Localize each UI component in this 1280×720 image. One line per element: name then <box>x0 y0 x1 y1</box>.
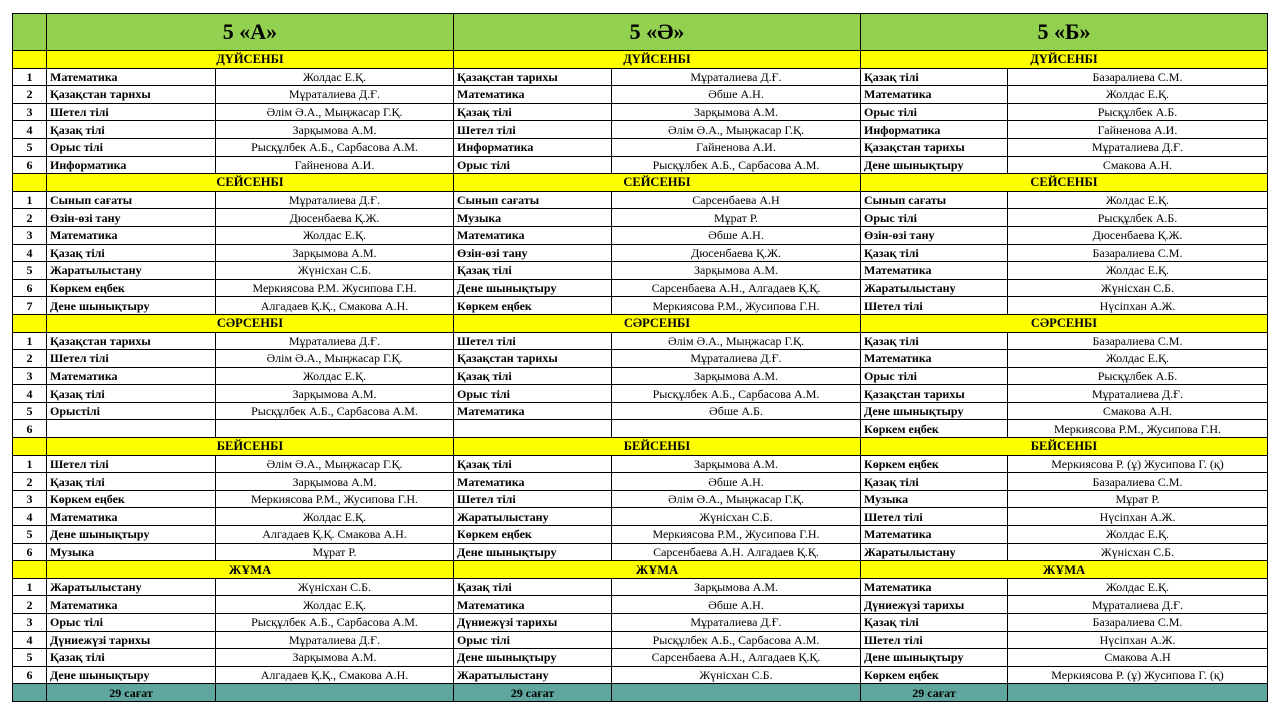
lesson-row <box>13 596 1268 614</box>
day-name: СЕЙСЕНБІ <box>47 174 454 192</box>
total-hours: 29 сағат <box>47 684 216 702</box>
subject-cell: Шетел тілі <box>47 103 216 121</box>
subject-cell: Дене шынықтыру <box>861 402 1008 420</box>
subject-cell: Шетел тілі <box>47 350 216 368</box>
subject-cell: Өзін-өзі тану <box>454 244 612 262</box>
subject-cell: Жаратылыстану <box>47 262 216 280</box>
lesson-number: 2 <box>13 350 47 368</box>
day-name: ДҮЙСЕНБІ <box>454 51 861 69</box>
teacher-cell: Әлім Ә.А., Мыңжасар Г.Қ. <box>216 455 454 473</box>
teacher-cell: Зарқымова А.М. <box>612 455 861 473</box>
subject-cell: Қазақ тілі <box>47 244 216 262</box>
teacher-cell: Мұрат Р. <box>1008 490 1268 508</box>
teacher-cell: Меркиясова Р. (ұ) Жусипова Г. (қ) <box>1008 455 1268 473</box>
lesson-number: 6 <box>13 279 47 297</box>
teacher-cell: Рысқұлбек А.Б., Сарбасова А.М. <box>216 614 454 632</box>
teacher-cell: Әлім Ә.А., Мыңжасар Г.Қ. <box>216 350 454 368</box>
teacher-cell: Әлім Ә.А., Мыңжасар Г.Қ. <box>612 121 861 139</box>
teacher-cell: Базаралиева С.М. <box>1008 614 1268 632</box>
subject-cell: Қазақ тілі <box>454 367 612 385</box>
subject-cell: Орыстілі <box>47 402 216 420</box>
class-header-row <box>13 14 1268 51</box>
day-name: СӘРСЕНБІ <box>454 314 861 332</box>
subject-cell: Көркем еңбек <box>861 666 1008 684</box>
subject-cell: Сынып сағаты <box>454 191 612 209</box>
teacher-cell: Жүнісхан С.Б. <box>612 666 861 684</box>
teacher-cell: Гайненова А.И. <box>612 138 861 156</box>
teacher-cell: Әбше А.Н. <box>612 596 861 614</box>
teacher-cell: Меркиясова Р.М., Жусипова Г.Н. <box>216 490 454 508</box>
lesson-row <box>13 86 1268 104</box>
teacher-cell: Базаралиева С.М. <box>1008 68 1268 86</box>
teacher-cell: Сарсенбаева А.Н <box>612 191 861 209</box>
subject-cell: Көркем еңбек <box>47 490 216 508</box>
lesson-row <box>13 420 1268 438</box>
subject-cell: Шетел тілі <box>454 490 612 508</box>
teacher-cell: Алгадаев Қ.Қ. Смакова А.Н. <box>216 526 454 544</box>
teacher-cell: Меркиясова Р.М., Жусипова Г.Н. <box>1008 420 1268 438</box>
subject-cell: Қазақстан тарихы <box>47 332 216 350</box>
lesson-number: 1 <box>13 191 47 209</box>
lesson-number: 4 <box>13 121 47 139</box>
teacher-cell: Сарсенбаева А.Н. Алгадаев Қ.Қ. <box>612 543 861 561</box>
teacher-cell: Зарқымова А.М. <box>612 103 861 121</box>
lesson-row <box>13 121 1268 139</box>
lesson-number: 3 <box>13 614 47 632</box>
teacher-cell: Рысқұлбек А.Б. <box>1008 367 1268 385</box>
lesson-row <box>13 297 1268 315</box>
lesson-row <box>13 332 1268 350</box>
subject-cell: Дүниежүзі тарихы <box>454 614 612 632</box>
teacher-cell: Әбше А.Б. <box>612 402 861 420</box>
teacher-cell: Жүнісхан С.Б. <box>216 262 454 280</box>
teacher-cell: Жолдас Е.Қ. <box>1008 526 1268 544</box>
subject-cell: Қазақ тілі <box>861 68 1008 86</box>
subject-cell: Музыка <box>47 543 216 561</box>
teacher-cell: Гайненова А.И. <box>216 156 454 174</box>
subject-cell: Дене шынықтыру <box>47 526 216 544</box>
subject-cell: Дене шынықтыру <box>47 666 216 684</box>
subject-cell: Математика <box>454 596 612 614</box>
schedule-table <box>12 13 1268 702</box>
lesson-number: 1 <box>13 332 47 350</box>
lesson-number: 3 <box>13 226 47 244</box>
total-corner-cell <box>13 684 47 702</box>
class-title: 5 «Б» <box>861 14 1268 51</box>
teacher-cell <box>216 420 454 438</box>
lesson-row <box>13 402 1268 420</box>
class-title: 5 «Ә» <box>454 14 861 51</box>
teacher-cell: Жүнісхан С.Б. <box>1008 279 1268 297</box>
subject-cell: Қазақ тілі <box>454 262 612 280</box>
teacher-cell: Мұрат Р. <box>612 209 861 227</box>
teacher-cell: Рысқұлбек А.Б. <box>1008 103 1268 121</box>
teacher-cell: Меркиясова Р.М. Жусипова Г.Н. <box>216 279 454 297</box>
teacher-cell: Мұрат Р. <box>216 543 454 561</box>
teacher-cell: Мұраталиева Д.Ғ. <box>1008 596 1268 614</box>
day-name: ДҮЙСЕНБІ <box>47 51 454 69</box>
subject-cell: Көркем еңбек <box>454 297 612 315</box>
subject-cell: Көркем еңбек <box>454 526 612 544</box>
subject-cell: Математика <box>47 596 216 614</box>
teacher-cell: Жүнісхан С.Б. <box>1008 543 1268 561</box>
subject-cell: Дене шынықтыру <box>47 297 216 315</box>
teacher-cell: Жолдас Е.Қ. <box>216 367 454 385</box>
subject-cell: Қазақ тілі <box>47 121 216 139</box>
lesson-row <box>13 666 1268 684</box>
subject-cell: Көркем еңбек <box>861 420 1008 438</box>
teacher-cell: Алгадаев Қ.Қ., Смакова А.Н. <box>216 297 454 315</box>
lesson-row <box>13 156 1268 174</box>
day-header-row <box>13 314 1268 332</box>
day-corner-cell <box>13 314 47 332</box>
subject-cell: Сынып сағаты <box>47 191 216 209</box>
subject-cell: Өзін-өзі тану <box>861 226 1008 244</box>
subject-cell: Жаратылыстану <box>861 279 1008 297</box>
subject-cell: Жаратылыстану <box>454 508 612 526</box>
teacher-cell: Жолдас Е.Қ. <box>1008 86 1268 104</box>
subject-cell: Қазақ тілі <box>454 578 612 596</box>
subject-cell: Математика <box>861 262 1008 280</box>
subject-cell: Сынып сағаты <box>861 191 1008 209</box>
subject-cell: Шетел тілі <box>454 332 612 350</box>
total-hours: 29 сағат <box>861 684 1008 702</box>
teacher-cell: Мұраталиева Д.Ғ. <box>1008 138 1268 156</box>
subject-cell: Математика <box>454 473 612 491</box>
teacher-cell: Дюсенбаева Қ.Ж. <box>216 209 454 227</box>
teacher-cell: Базаралиева С.М. <box>1008 473 1268 491</box>
subject-cell <box>454 420 612 438</box>
teacher-cell: Мұраталиева Д.Ғ. <box>216 332 454 350</box>
subject-cell: Жаратылыстану <box>47 578 216 596</box>
teacher-cell: Әбше А.Н. <box>612 226 861 244</box>
subject-cell: Орыс тілі <box>861 367 1008 385</box>
lesson-number: 5 <box>13 262 47 280</box>
lesson-number: 1 <box>13 578 47 596</box>
subject-cell: Дене шынықтыру <box>454 543 612 561</box>
subject-cell: Орыс тілі <box>47 138 216 156</box>
teacher-cell: Алгадаев Қ.Қ., Смакова А.Н. <box>216 666 454 684</box>
subject-cell: Математика <box>47 367 216 385</box>
lesson-number: 5 <box>13 138 47 156</box>
day-header-row <box>13 438 1268 456</box>
lesson-number: 3 <box>13 490 47 508</box>
subject-cell: Математика <box>454 226 612 244</box>
teacher-cell: Гайненова А.И. <box>1008 121 1268 139</box>
teacher-cell: Жүнісхан С.Б. <box>216 578 454 596</box>
lesson-row <box>13 543 1268 561</box>
subject-cell: Қазақстан тарихы <box>454 350 612 368</box>
teacher-cell: Рысқұлбек А.Б., Сарбасова А.М. <box>216 138 454 156</box>
teacher-cell: Әбше А.Н. <box>612 86 861 104</box>
subject-cell: Информатика <box>454 138 612 156</box>
lesson-row <box>13 614 1268 632</box>
lesson-row <box>13 68 1268 86</box>
teacher-cell: Нүсіпхан А.Ж. <box>1008 297 1268 315</box>
teacher-cell: Әлім Ә.А., Мыңжасар Г.Қ. <box>216 103 454 121</box>
lesson-row <box>13 578 1268 596</box>
subject-cell: Қазақ тілі <box>47 473 216 491</box>
lesson-number: 2 <box>13 596 47 614</box>
subject-cell: Көркем еңбек <box>861 455 1008 473</box>
lesson-row <box>13 526 1268 544</box>
subject-cell <box>47 420 216 438</box>
teacher-cell: Зарқымова А.М. <box>612 578 861 596</box>
day-corner-cell <box>13 51 47 69</box>
teacher-cell: Меркиясова Р.М., Жусипова Г.Н. <box>612 526 861 544</box>
teacher-cell: Жолдас Е.Қ. <box>216 68 454 86</box>
lesson-number: 4 <box>13 244 47 262</box>
subject-cell: Шетел тілі <box>861 508 1008 526</box>
subject-cell: Математика <box>454 402 612 420</box>
subject-cell: Қазақ тілі <box>861 332 1008 350</box>
lesson-number: 5 <box>13 649 47 667</box>
day-name: ЖҰМА <box>861 561 1268 579</box>
total-blank <box>612 684 861 702</box>
subject-cell: Музыка <box>454 209 612 227</box>
lesson-number: 4 <box>13 508 47 526</box>
lesson-number: 6 <box>13 666 47 684</box>
subject-cell: Математика <box>861 350 1008 368</box>
day-name: ЖҰМА <box>454 561 861 579</box>
lesson-row <box>13 631 1268 649</box>
day-name: ДҮЙСЕНБІ <box>861 51 1268 69</box>
lesson-row <box>13 385 1268 403</box>
lesson-number: 6 <box>13 420 47 438</box>
teacher-cell: Жүнісхан С.Б. <box>612 508 861 526</box>
lesson-number: 3 <box>13 367 47 385</box>
teacher-cell: Жолдас Е.Қ. <box>1008 578 1268 596</box>
teacher-cell: Зарқымова А.М. <box>612 367 861 385</box>
teacher-cell: Жолдас Е.Қ. <box>1008 191 1268 209</box>
subject-cell: Қазақ тілі <box>861 473 1008 491</box>
teacher-cell: Базаралиева С.М. <box>1008 244 1268 262</box>
lesson-number: 2 <box>13 473 47 491</box>
teacher-cell: Әлім Ә.А., Мыңжасар Г.Қ. <box>612 332 861 350</box>
lesson-row <box>13 103 1268 121</box>
teacher-cell: Әлім Ә.А., Мыңжасар Г.Қ. <box>612 490 861 508</box>
lesson-number: 5 <box>13 526 47 544</box>
lesson-row <box>13 138 1268 156</box>
teacher-cell: Смакова А.Н. <box>1008 156 1268 174</box>
subject-cell: Шетел тілі <box>454 121 612 139</box>
lesson-row <box>13 226 1268 244</box>
day-name: СЕЙСЕНБІ <box>861 174 1268 192</box>
subject-cell: Математика <box>861 86 1008 104</box>
subject-cell: Қазақ тілі <box>861 244 1008 262</box>
teacher-cell: Меркиясова Р.М., Жусипова Г.Н. <box>612 297 861 315</box>
subject-cell: Жаратылыстану <box>454 666 612 684</box>
subject-cell: Математика <box>47 68 216 86</box>
lesson-number: 1 <box>13 455 47 473</box>
subject-cell: Көркем еңбек <box>47 279 216 297</box>
day-corner-cell <box>13 561 47 579</box>
teacher-cell: Мұраталиева Д.Ғ. <box>612 68 861 86</box>
day-name: БЕЙСЕНБІ <box>861 438 1268 456</box>
subject-cell: Орыс тілі <box>861 209 1008 227</box>
teacher-cell: Жолдас Е.Қ. <box>1008 262 1268 280</box>
day-header-row <box>13 174 1268 192</box>
teacher-cell: Смакова А.Н. <box>1008 402 1268 420</box>
teacher-cell: Әбше А.Н. <box>612 473 861 491</box>
subject-cell: Дүниежүзі тарихы <box>861 596 1008 614</box>
lesson-number: 2 <box>13 209 47 227</box>
teacher-cell: Меркиясова Р. (ұ) Жусипова Г. (қ) <box>1008 666 1268 684</box>
subject-cell: Шетел тілі <box>861 631 1008 649</box>
subject-cell: Орыс тілі <box>454 385 612 403</box>
teacher-cell: Мұраталиева Д.Ғ. <box>1008 385 1268 403</box>
corner-cell <box>13 14 47 51</box>
subject-cell: Математика <box>454 86 612 104</box>
total-row <box>13 684 1268 702</box>
subject-cell: Дүниежүзі тарихы <box>47 631 216 649</box>
subject-cell: Өзін-өзі тану <box>47 209 216 227</box>
day-corner-cell <box>13 174 47 192</box>
teacher-cell: Жолдас Е.Қ. <box>216 226 454 244</box>
teacher-cell: Мұраталиева Д.Ғ. <box>612 350 861 368</box>
lesson-row <box>13 209 1268 227</box>
subject-cell: Шетел тілі <box>861 297 1008 315</box>
teacher-cell: Нүсіпхан А.Ж. <box>1008 631 1268 649</box>
total-blank <box>216 684 454 702</box>
subject-cell: Қазақ тілі <box>47 649 216 667</box>
subject-cell: Қазақ тілі <box>47 385 216 403</box>
lesson-number: 7 <box>13 297 47 315</box>
lesson-number: 4 <box>13 631 47 649</box>
teacher-cell: Рысқұлбек А.Б., Сарбасова А.М. <box>612 156 861 174</box>
subject-cell: Шетел тілі <box>47 455 216 473</box>
subject-cell: Математика <box>47 508 216 526</box>
day-name: СӘРСЕНБІ <box>861 314 1268 332</box>
teacher-cell: Дюсенбаева Қ.Ж. <box>1008 226 1268 244</box>
teacher-cell: Зарқымова А.М. <box>216 385 454 403</box>
teacher-cell: Рысқұлбек А.Б., Сарбасова А.М. <box>612 385 861 403</box>
teacher-cell: Зарқымова А.М. <box>216 244 454 262</box>
teacher-cell: Зарқымова А.М. <box>216 473 454 491</box>
lesson-number: 1 <box>13 68 47 86</box>
lesson-row <box>13 191 1268 209</box>
class-title: 5 «А» <box>47 14 454 51</box>
subject-cell: Математика <box>861 578 1008 596</box>
lesson-row <box>13 262 1268 280</box>
teacher-cell: Рысқұлбек А.Б., Сарбасова А.М. <box>216 402 454 420</box>
subject-cell: Орыс тілі <box>47 614 216 632</box>
subject-cell: Математика <box>861 526 1008 544</box>
lesson-number: 6 <box>13 156 47 174</box>
subject-cell: Информатика <box>861 121 1008 139</box>
teacher-cell <box>612 420 861 438</box>
lesson-row <box>13 473 1268 491</box>
teacher-cell: Дюсенбаева Қ.Ж. <box>612 244 861 262</box>
lesson-number: 4 <box>13 385 47 403</box>
day-name: СӘРСЕНБІ <box>47 314 454 332</box>
subject-cell: Математика <box>47 226 216 244</box>
teacher-cell: Жолдас Е.Қ. <box>216 508 454 526</box>
teacher-cell: Рысқұлбек А.Б. <box>1008 209 1268 227</box>
teacher-cell: Мұраталиева Д.Ғ. <box>216 191 454 209</box>
teacher-cell: Зарқымова А.М. <box>216 649 454 667</box>
subject-cell: Орыс тілі <box>454 631 612 649</box>
subject-cell: Орыс тілі <box>861 103 1008 121</box>
subject-cell: Информатика <box>47 156 216 174</box>
teacher-cell: Сарсенбаева А.Н., Алгадаев Қ.Қ. <box>612 279 861 297</box>
lesson-row <box>13 508 1268 526</box>
subject-cell: Қазақстан тарихы <box>861 138 1008 156</box>
teacher-cell: Нүсіпхан А.Ж. <box>1008 508 1268 526</box>
lesson-number: 5 <box>13 402 47 420</box>
subject-cell: Қазақ тілі <box>861 614 1008 632</box>
lesson-row <box>13 455 1268 473</box>
lesson-row <box>13 244 1268 262</box>
lesson-row <box>13 649 1268 667</box>
subject-cell: Қазақстан тарихы <box>861 385 1008 403</box>
lesson-row <box>13 279 1268 297</box>
subject-cell: Қазақстан тарихы <box>47 86 216 104</box>
teacher-cell: Мұраталиева Д.Ғ. <box>216 631 454 649</box>
day-corner-cell <box>13 438 47 456</box>
day-name: СЕЙСЕНБІ <box>454 174 861 192</box>
subject-cell: Дене шынықтыру <box>454 649 612 667</box>
subject-cell: Дене шынықтыру <box>861 156 1008 174</box>
day-name: БЕЙСЕНБІ <box>47 438 454 456</box>
subject-cell: Жаратылыстану <box>861 543 1008 561</box>
subject-cell: Музыка <box>861 490 1008 508</box>
lesson-row <box>13 350 1268 368</box>
teacher-cell: Жолдас Е.Қ. <box>1008 350 1268 368</box>
lesson-number: 2 <box>13 86 47 104</box>
subject-cell: Орыс тілі <box>454 156 612 174</box>
teacher-cell: Мұраталиева Д.Ғ. <box>216 86 454 104</box>
teacher-cell: Рысқұлбек А.Б., Сарбасова А.М. <box>612 631 861 649</box>
total-blank <box>1008 684 1268 702</box>
teacher-cell: Сарсенбаева А.Н., Алгадаев Қ.Қ. <box>612 649 861 667</box>
day-name: БЕЙСЕНБІ <box>454 438 861 456</box>
lesson-row <box>13 490 1268 508</box>
subject-cell: Дене шынықтыру <box>454 279 612 297</box>
subject-cell: Дене шынықтыру <box>861 649 1008 667</box>
teacher-cell: Базаралиева С.М. <box>1008 332 1268 350</box>
lesson-number: 6 <box>13 543 47 561</box>
subject-cell: Қазақ тілі <box>454 455 612 473</box>
teacher-cell: Смакова А.Н <box>1008 649 1268 667</box>
lesson-number: 3 <box>13 103 47 121</box>
teacher-cell: Жолдас Е.Қ. <box>216 596 454 614</box>
teacher-cell: Зарқымова А.М. <box>612 262 861 280</box>
total-hours: 29 сағат <box>454 684 612 702</box>
day-name: ЖҰМА <box>47 561 454 579</box>
teacher-cell: Зарқымова А.М. <box>216 121 454 139</box>
subject-cell: Қазақстан тарихы <box>454 68 612 86</box>
subject-cell: Қазақ тілі <box>454 103 612 121</box>
day-header-row <box>13 561 1268 579</box>
teacher-cell: Мұраталиева Д.Ғ. <box>612 614 861 632</box>
lesson-row <box>13 367 1268 385</box>
day-header-row <box>13 51 1268 69</box>
